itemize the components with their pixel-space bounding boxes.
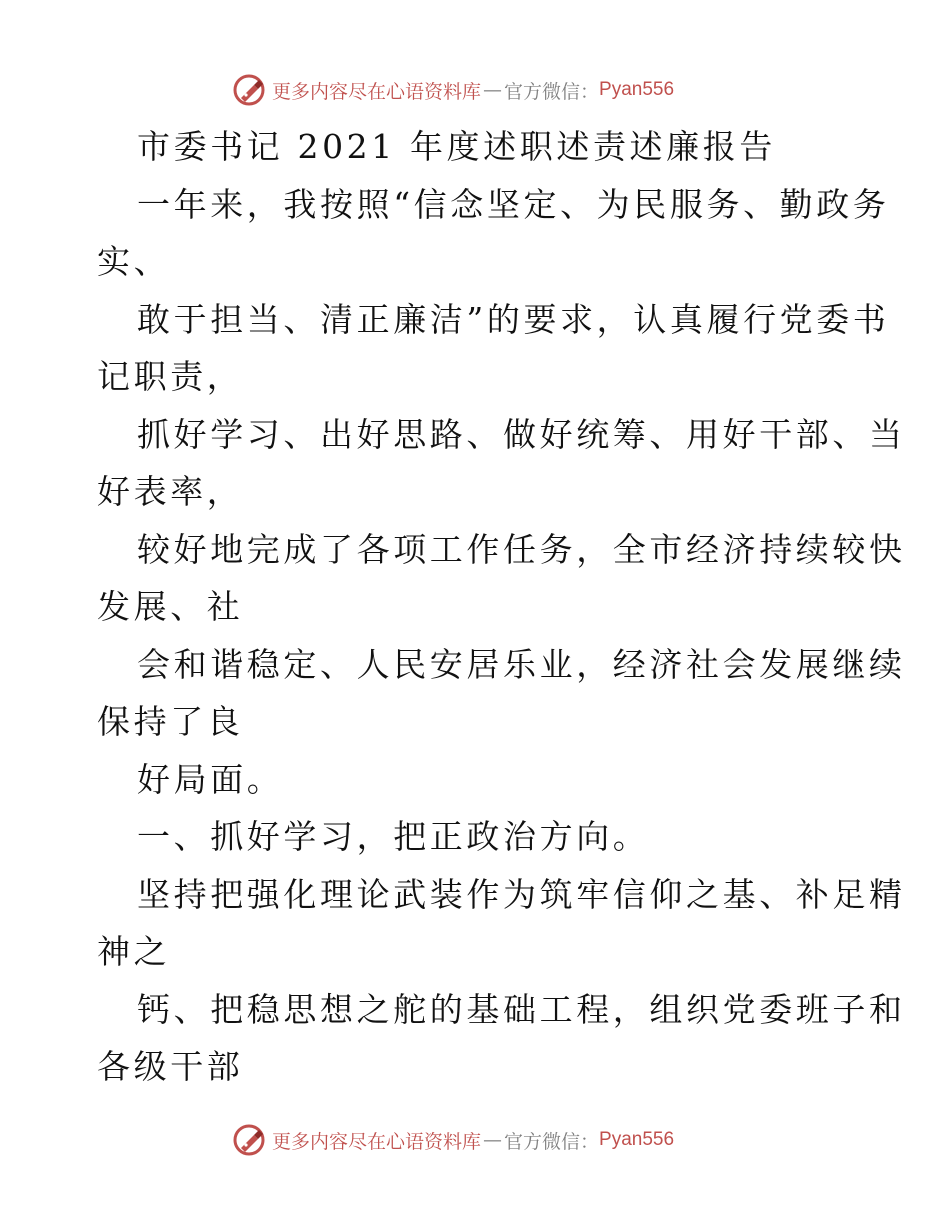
watermark-banner-bottom: [232, 1120, 752, 1160]
watermark-text: 更多内容尽在心语资料库: [272, 1130, 482, 1153]
body-line: 好表率，: [97, 472, 244, 511]
fountain-pen-logo-icon: [232, 73, 266, 107]
body-line: 敢于担当、清正廉洁”的要求，认真履行党委书: [137, 299, 890, 339]
watermark-wechat-label: 官方微信：: [504, 80, 600, 103]
body-line: 一年来，我按照“信念坚定、为民服务、勤政务: [137, 184, 890, 224]
body-line: 钙、把稳思想之舵的基础工程，组织党委班子和: [137, 989, 906, 1029]
body-line: 抓好学习、出好思路、做好统筹、用好干部、当: [137, 414, 906, 454]
body-line: 较好地完成了各项工作任务，全市经济持续较快: [137, 529, 906, 569]
section-heading: 一、抓好学习，把正政治方向。: [137, 817, 650, 856]
body-line: 神之: [97, 932, 171, 971]
body-line: 好局面。: [137, 759, 284, 799]
body-line: 坚持把强化理论武装作为筑牢信仰之基、补足精: [137, 874, 906, 914]
fountain-pen-logo-icon: [232, 1123, 266, 1157]
watermark-wechat-id: Pyan556: [599, 79, 675, 100]
watermark-wechat-label: 官方微信：: [504, 1130, 600, 1153]
watermark-banner-top: [232, 70, 752, 110]
report-title: 市委书记 2021 年度述职述责述廉报告: [137, 127, 776, 166]
body-line: 各级干部: [97, 1047, 244, 1086]
body-line: 实、: [97, 242, 171, 281]
watermark-wechat-id: Pyan556: [599, 1129, 675, 1150]
watermark-text: 更多内容尽在心语资料库: [272, 80, 482, 103]
body-line: 保持了良: [97, 702, 244, 741]
body-line: 会和谐稳定、人民安居乐业，经济社会发展继续: [137, 644, 906, 684]
watermark-separator: —: [483, 1129, 503, 1151]
body-line: 发展、社: [97, 587, 244, 626]
body-line: 记职责，: [97, 357, 244, 396]
report-body: [97, 118, 906, 1096]
watermark-separator: —: [483, 79, 503, 101]
